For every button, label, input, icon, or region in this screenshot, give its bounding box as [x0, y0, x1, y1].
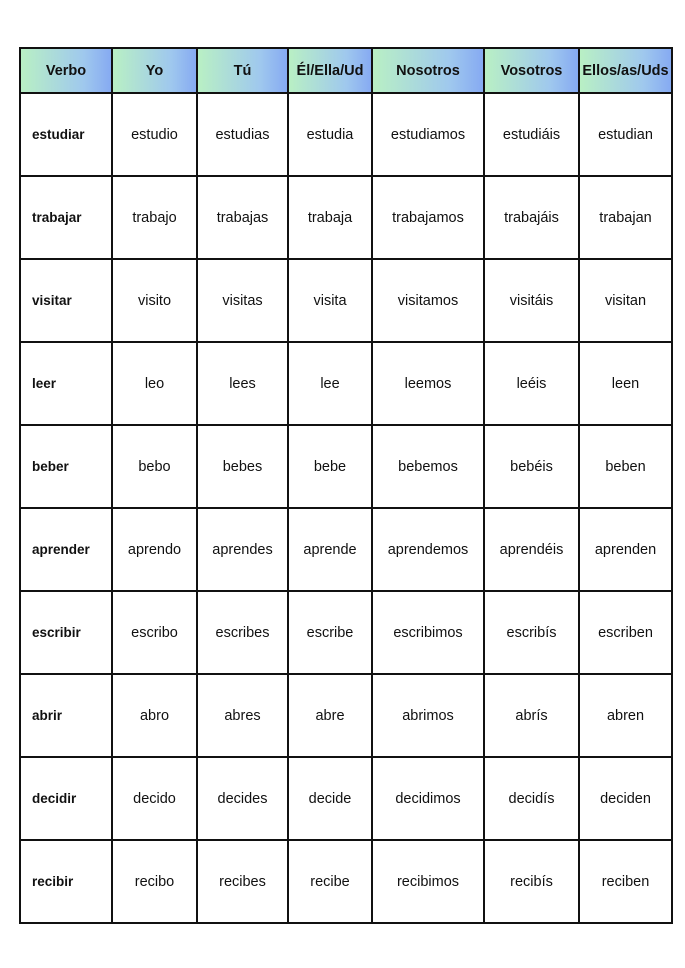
yo-cell: aprendo [112, 508, 197, 591]
nosotros-cell: decidimos [372, 757, 484, 840]
ellos-as-uds-cell: aprenden [579, 508, 672, 591]
header-cell-yo: Yo [112, 48, 197, 93]
tu-cell: abres [197, 674, 288, 757]
ellos-as-uds-cell: leen [579, 342, 672, 425]
verb-cell: leer [20, 342, 112, 425]
el-ella-ud-cell: escribe [288, 591, 372, 674]
vosotros-cell: escribís [484, 591, 579, 674]
ellos-as-uds-cell: reciben [579, 840, 672, 923]
tu-cell: aprendes [197, 508, 288, 591]
verb-cell: estudiar [20, 93, 112, 176]
el-ella-ud-cell: visita [288, 259, 372, 342]
vosotros-cell: trabajáis [484, 176, 579, 259]
header-cell-el-ella-ud: Él/Ella/Ud [288, 48, 372, 93]
table-row [20, 93, 672, 176]
vosotros-cell: bebéis [484, 425, 579, 508]
tu-cell: lees [197, 342, 288, 425]
yo-cell: bebo [112, 425, 197, 508]
el-ella-ud-cell: trabaja [288, 176, 372, 259]
header-cell-verbo: Verbo [20, 48, 112, 93]
ellos-as-uds-cell: estudian [579, 93, 672, 176]
vosotros-cell: leéis [484, 342, 579, 425]
header-cell-vosotros: Vosotros [484, 48, 579, 93]
el-ella-ud-cell: recibe [288, 840, 372, 923]
nosotros-cell: aprendemos [372, 508, 484, 591]
vosotros-cell: recibís [484, 840, 579, 923]
tu-cell: bebes [197, 425, 288, 508]
tu-cell: visitas [197, 259, 288, 342]
verb-cell: recibir [20, 840, 112, 923]
nosotros-cell: abrimos [372, 674, 484, 757]
vosotros-cell: abrís [484, 674, 579, 757]
el-ella-ud-cell: abre [288, 674, 372, 757]
table-row [20, 674, 672, 757]
conjugation-table [19, 47, 673, 924]
table-header [20, 48, 672, 93]
yo-cell: leo [112, 342, 197, 425]
tu-cell: recibes [197, 840, 288, 923]
ellos-as-uds-cell: trabajan [579, 176, 672, 259]
tu-cell: trabajas [197, 176, 288, 259]
ellos-as-uds-cell: visitan [579, 259, 672, 342]
vosotros-cell: visitáis [484, 259, 579, 342]
yo-cell: abro [112, 674, 197, 757]
nosotros-cell: bebemos [372, 425, 484, 508]
tu-cell: escribes [197, 591, 288, 674]
tu-cell: decides [197, 757, 288, 840]
vosotros-cell: estudiáis [484, 93, 579, 176]
table-row [20, 342, 672, 425]
nosotros-cell: trabajamos [372, 176, 484, 259]
tu-cell: estudias [197, 93, 288, 176]
header-cell-nosotros: Nosotros [372, 48, 484, 93]
verb-cell: trabajar [20, 176, 112, 259]
yo-cell: estudio [112, 93, 197, 176]
vosotros-cell: decidís [484, 757, 579, 840]
verb-cell: beber [20, 425, 112, 508]
ellos-as-uds-cell: deciden [579, 757, 672, 840]
el-ella-ud-cell: aprende [288, 508, 372, 591]
header-row [20, 48, 672, 93]
nosotros-cell: leemos [372, 342, 484, 425]
nosotros-cell: recibimos [372, 840, 484, 923]
nosotros-cell: escribimos [372, 591, 484, 674]
el-ella-ud-cell: bebe [288, 425, 372, 508]
table-row [20, 425, 672, 508]
verb-cell: aprender [20, 508, 112, 591]
yo-cell: decido [112, 757, 197, 840]
nosotros-cell: visitamos [372, 259, 484, 342]
el-ella-ud-cell: decide [288, 757, 372, 840]
el-ella-ud-cell: estudia [288, 93, 372, 176]
verb-cell: abrir [20, 674, 112, 757]
header-cell-tu: Tú [197, 48, 288, 93]
table-row [20, 259, 672, 342]
ellos-as-uds-cell: escriben [579, 591, 672, 674]
table-row [20, 176, 672, 259]
yo-cell: escribo [112, 591, 197, 674]
table-row [20, 757, 672, 840]
table-row [20, 591, 672, 674]
yo-cell: recibo [112, 840, 197, 923]
verb-cell: escribir [20, 591, 112, 674]
yo-cell: visito [112, 259, 197, 342]
table-row [20, 840, 672, 923]
table-body [20, 93, 672, 923]
ellos-as-uds-cell: abren [579, 674, 672, 757]
table-row [20, 508, 672, 591]
nosotros-cell: estudiamos [372, 93, 484, 176]
verb-cell: decidir [20, 757, 112, 840]
verb-cell: visitar [20, 259, 112, 342]
ellos-as-uds-cell: beben [579, 425, 672, 508]
yo-cell: trabajo [112, 176, 197, 259]
vosotros-cell: aprendéis [484, 508, 579, 591]
el-ella-ud-cell: lee [288, 342, 372, 425]
header-cell-ellos-as-uds: Ellos/as/Uds [579, 48, 672, 93]
